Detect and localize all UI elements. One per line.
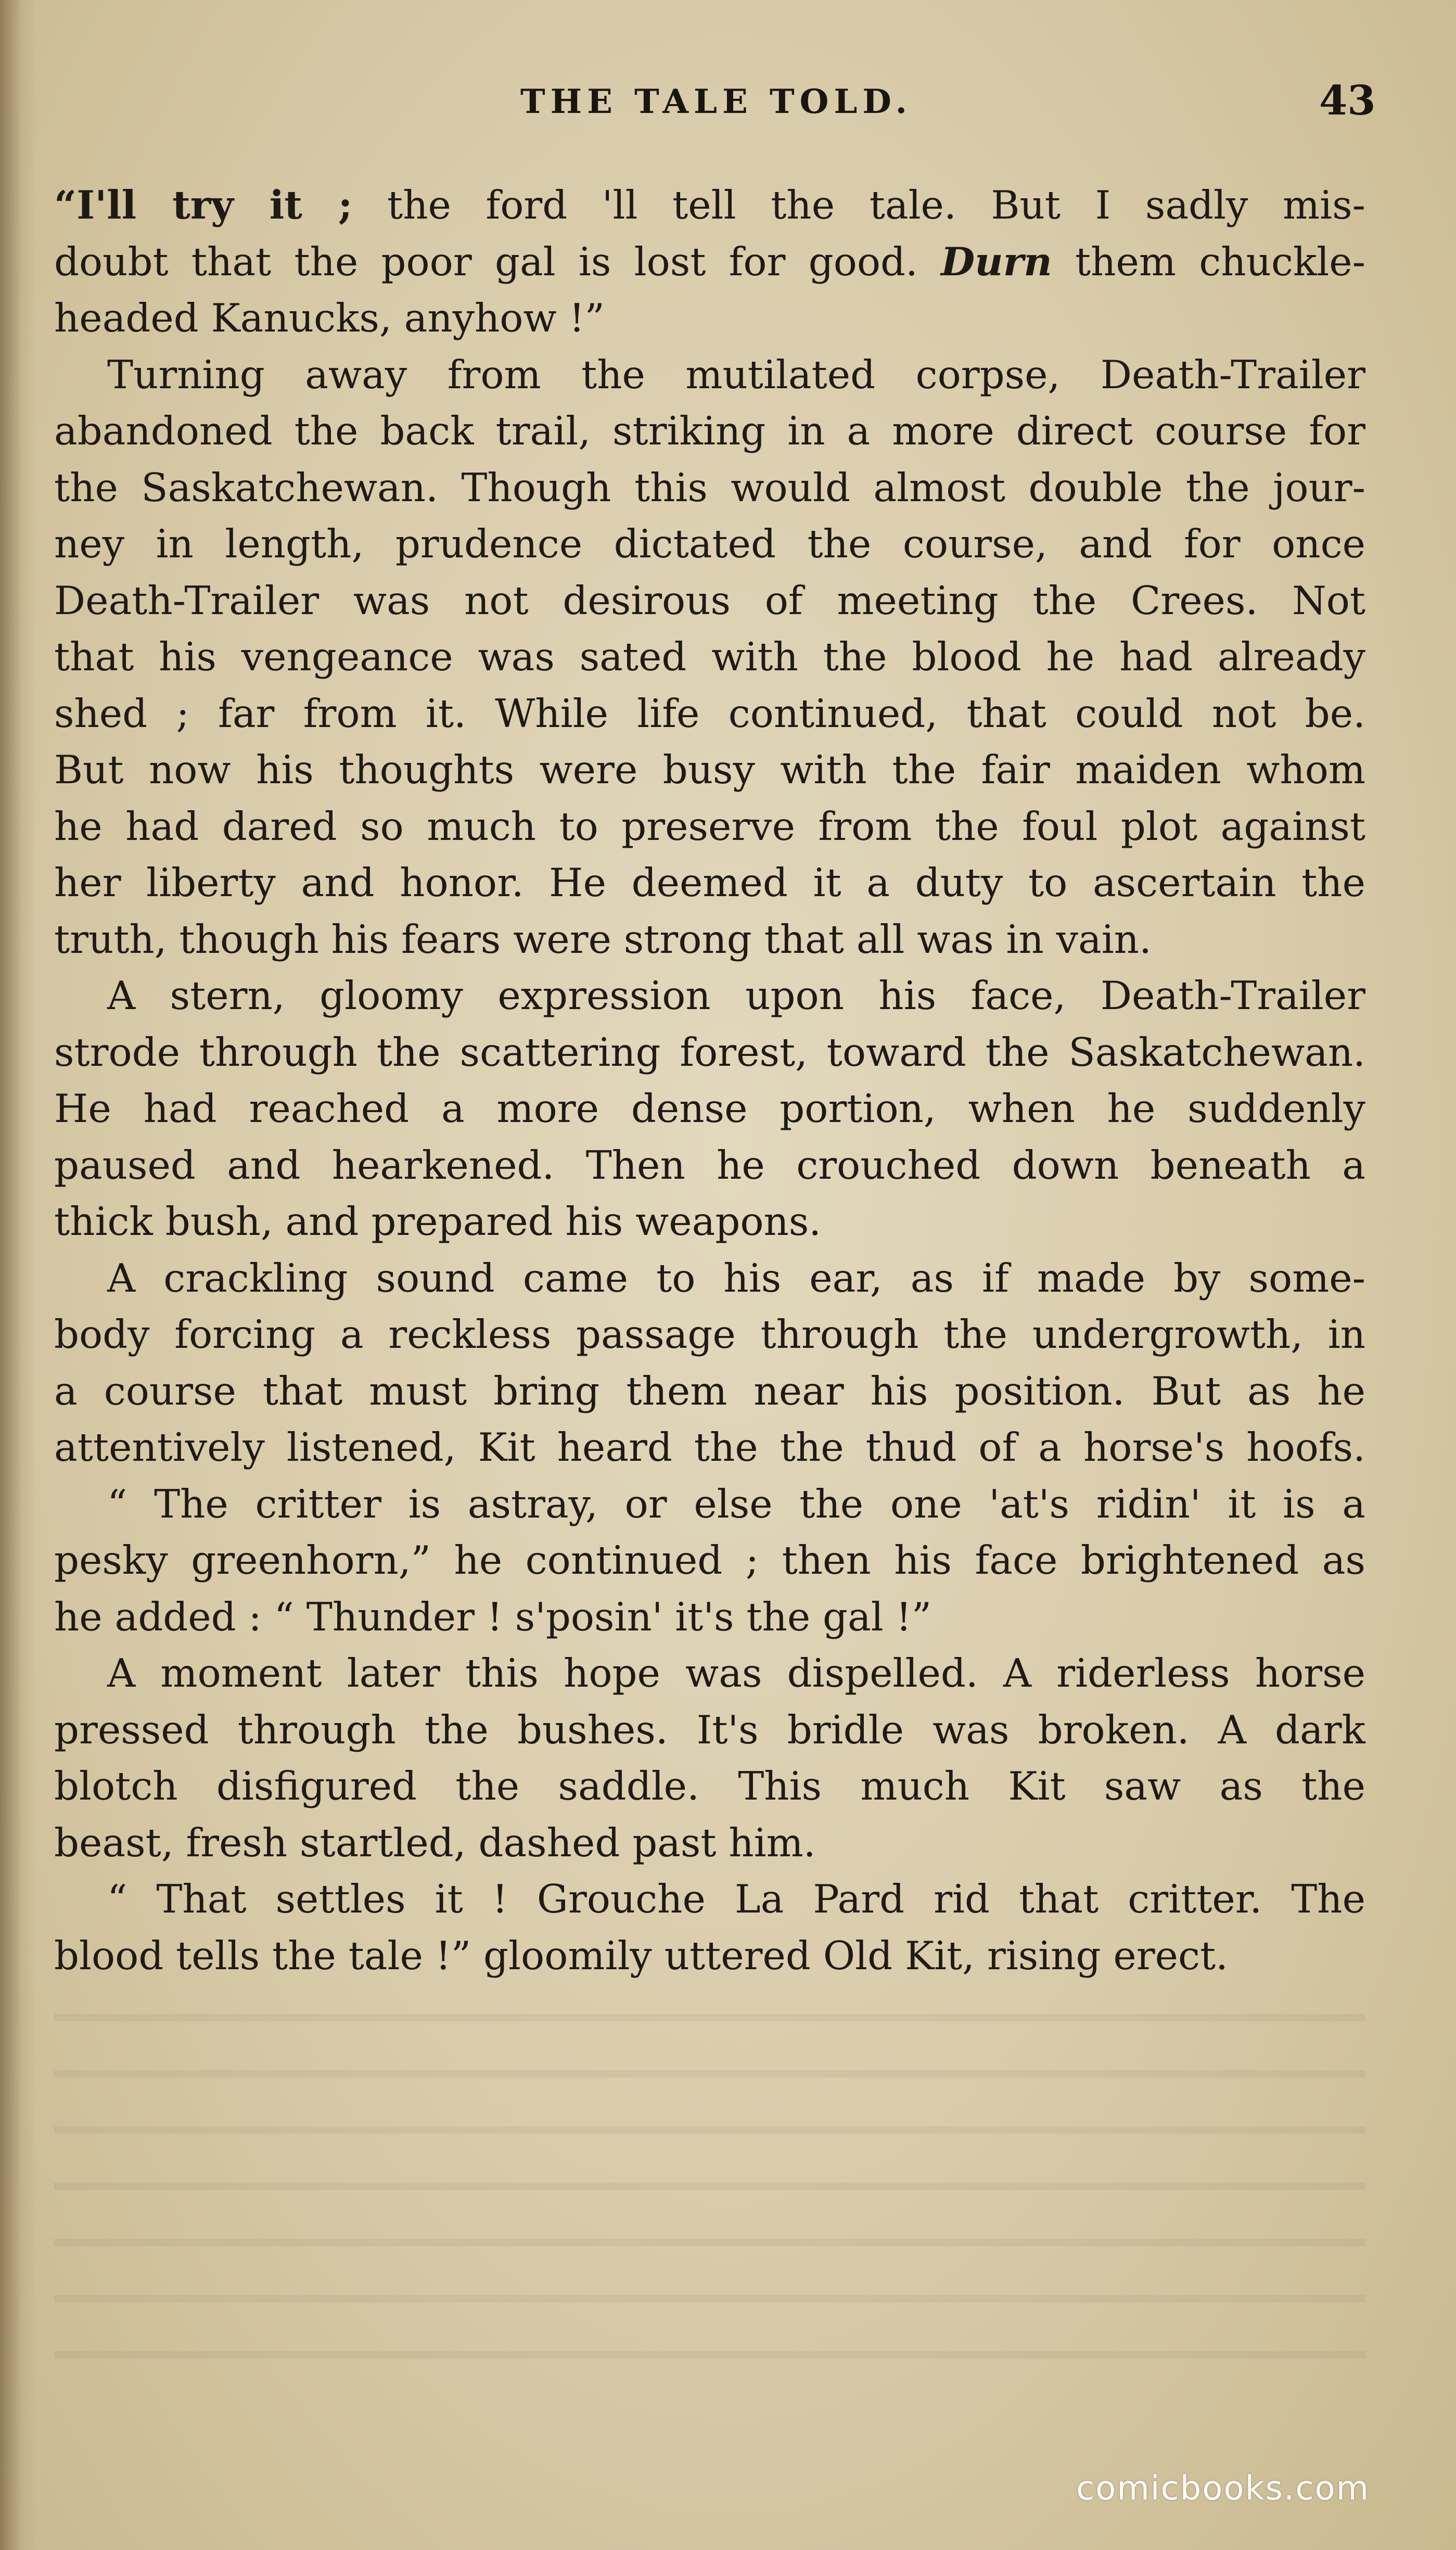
- line-text: the Saskatchewan. Though this would almost double the jour-: [54, 464, 1365, 511]
- line-text: abandoned the back trail, striking in a more direct course for: [54, 408, 1365, 454]
- line-text: the ford 'll tell the tale. But I sadly mis-: [352, 182, 1365, 228]
- running-head: THE TALE TOLD.: [520, 82, 912, 121]
- line-text: beast, fresh startled, dashed past him.: [54, 1819, 816, 1866]
- text-line: [54, 1419, 1365, 1476]
- text-line: [54, 1137, 1365, 1194]
- text-line: [54, 911, 1365, 968]
- text-line: [54, 1815, 1365, 1871]
- line-text: ney in length, prudence dictated the course, and for once: [54, 521, 1365, 567]
- text-line: [54, 1645, 1365, 1702]
- line-text: But now his thoughts were busy with the fair maiden whom: [54, 747, 1365, 793]
- text-line: [54, 1193, 1365, 1250]
- text-line: [54, 798, 1365, 855]
- text-line: [54, 1758, 1365, 1815]
- line-text: truth, though his fears were strong that all was in vain.: [54, 916, 1152, 962]
- text-line: [54, 177, 1365, 234]
- text-line: [54, 1363, 1365, 1420]
- text-line: [54, 1589, 1365, 1646]
- text-line: [54, 1928, 1365, 1984]
- line-text: he had dared so much to preserve from the foul plot against: [54, 803, 1365, 849]
- emphasis-word: Durn: [941, 238, 1052, 285]
- text-line: [54, 629, 1365, 685]
- text-line: [54, 1250, 1365, 1307]
- line-text: paused and hearkened. Then he crouched down beneath a: [54, 1142, 1365, 1188]
- text-line: [54, 1702, 1365, 1758]
- line-text: “ The critter is astray, or else the one 'at's ridin' it is a: [107, 1481, 1365, 1527]
- line-text: blotch disfigured the saddle. This much Kit saw as the: [54, 1763, 1365, 1809]
- line-text: strode through the scattering forest, toward the Saskatchewan.: [54, 1029, 1365, 1075]
- line-text: headed Kanucks, anyhow !”: [54, 295, 605, 341]
- line-text: her liberty and honor. He deemed it a duty to ascertain the: [54, 860, 1365, 906]
- text-line: [54, 572, 1365, 629]
- text-line: [54, 347, 1365, 403]
- line-text: He had reached a more dense portion, when he suddenly: [54, 1086, 1365, 1131]
- watermark: comicbooks.com: [1076, 2469, 1370, 2508]
- line-text: he added : “ Thunder ! s'posin' it's the gal !”: [54, 1593, 932, 1640]
- line-text: Death-Trailer was not desirous of meeting the Crees. Not: [54, 577, 1365, 623]
- line-text: a course that must bring them near his position. But as he: [54, 1368, 1365, 1414]
- line-text-post: them chuckle-: [1052, 238, 1365, 285]
- line-text: blood tells the tale !” gloomily uttered Old Kit, rising erect.: [54, 1932, 1228, 1979]
- line-text: doubt that the poor gal is lost for good.: [54, 238, 941, 285]
- text-line: [54, 290, 1365, 347]
- line-text: A crackling sound came to his ear, as if made by some-: [107, 1255, 1365, 1301]
- line-text: attentively listened, Kit heard the the thud of a horse's hoofs.: [54, 1424, 1365, 1470]
- text-line: [54, 685, 1365, 742]
- line-text: body forcing a reckless passage through the undergrowth, in: [54, 1311, 1365, 1357]
- text-line: [54, 1871, 1365, 1928]
- text-line: [54, 1024, 1365, 1081]
- text-line: [54, 234, 1365, 290]
- text-line: [54, 967, 1365, 1024]
- binding-shadow: [0, 0, 36, 2550]
- line-text: “ That settles it ! Grouche La Pard rid that critter. The: [107, 1876, 1365, 1922]
- body-text: [54, 177, 1365, 1984]
- line-text: thick bush, and prepared his weapons.: [54, 1198, 822, 1244]
- line-lead: “I'll try it ;: [54, 182, 353, 228]
- text-line: [54, 460, 1365, 516]
- show-through-texture: [54, 1978, 1365, 2373]
- text-line: [54, 516, 1365, 572]
- line-text: pressed through the bushes. It's bridle was broken. A dark: [54, 1706, 1365, 1753]
- line-text: shed ; far from it. While life continued, that could not be.: [54, 690, 1365, 736]
- line-text: A stern, gloomy expression upon his face, Death-Trailer: [107, 973, 1365, 1018]
- line-text: Turning away from the mutilated corpse, Death-Trailer: [107, 351, 1365, 398]
- text-line: [54, 1532, 1365, 1589]
- text-line: [54, 403, 1365, 460]
- page-number: 43: [1319, 77, 1376, 124]
- line-text: A moment later this hope was dispelled. A riderless horse: [107, 1650, 1365, 1696]
- text-line: [54, 1476, 1365, 1533]
- text-line: [54, 742, 1365, 798]
- line-text: pesky greenhorn,” he continued ; then his face brightened as: [54, 1537, 1365, 1583]
- line-text: that his vengeance was sated with the blood he had already: [54, 634, 1365, 680]
- text-line: [54, 1080, 1365, 1137]
- text-line: [54, 855, 1365, 911]
- text-line: [54, 1306, 1365, 1363]
